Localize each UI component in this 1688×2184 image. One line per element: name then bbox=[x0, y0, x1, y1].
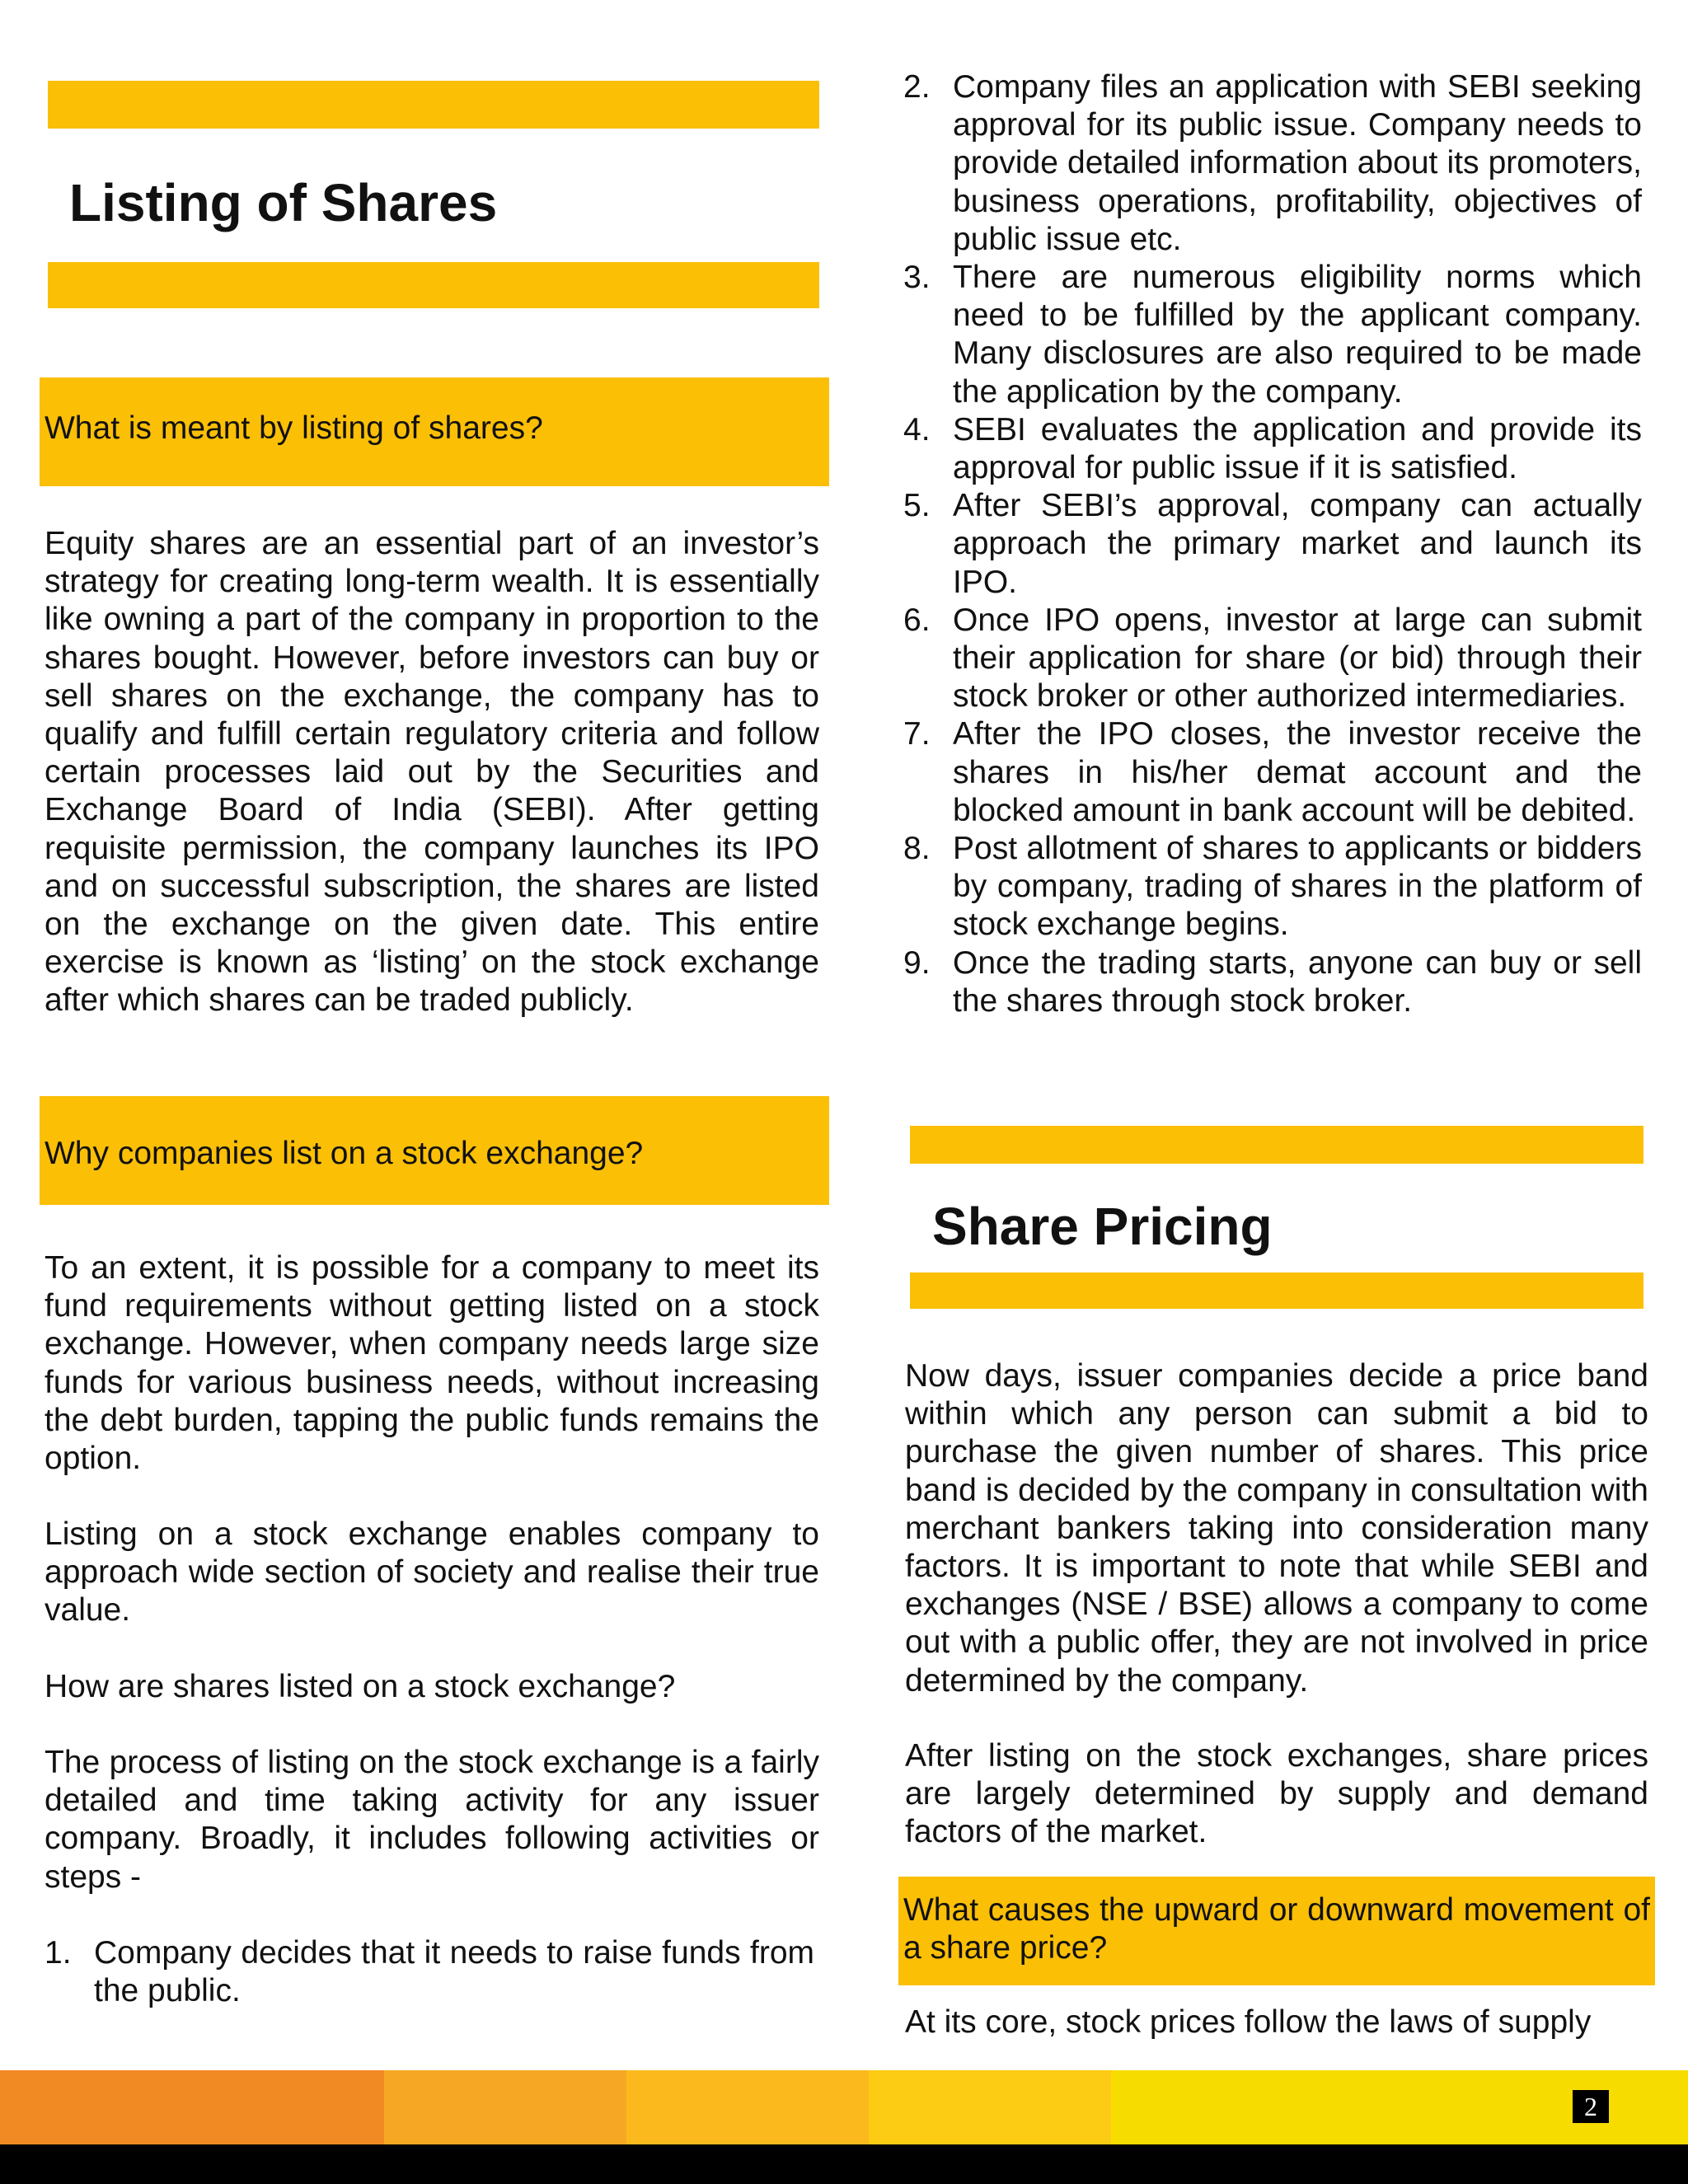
list-item bbox=[903, 68, 1642, 259]
step-number: 4. bbox=[903, 411, 931, 448]
footer-segment bbox=[384, 2070, 626, 2144]
list-item bbox=[903, 411, 1642, 487]
step-number: 1. bbox=[45, 1935, 72, 1971]
listing-steps-left bbox=[45, 1934, 814, 2010]
list-item bbox=[903, 602, 1642, 716]
section-bar-bottom bbox=[910, 1272, 1643, 1309]
page-title: Listing of Shares bbox=[69, 173, 498, 232]
paragraph-price-band: Now days, issuer companies decide a price band within which any person can submit a bid to purchase the given number of shares. This price band is decided by the company in consultation with merchant bankers taking into consideration many factors. It is important to note that while SEBI and exchanges (NSE / BSE) allows a company to come out with a public offer, they are not involved in price determined by the company. bbox=[905, 1358, 1648, 1699]
title-bar-bottom bbox=[48, 262, 819, 308]
step-number: 7. bbox=[903, 716, 931, 752]
footer-segment bbox=[626, 2070, 869, 2144]
paragraph-why-list: To an extent, it is possible for a company to meet its fund requirements without getting listed on a stock exchange. However, when company needs large size funds for various business needs, without increasing the debt burden, tapping the public funds remains the option. bbox=[45, 1250, 819, 1477]
section-title-share-pricing: Share Pricing bbox=[932, 1197, 1273, 1256]
step-text: There are numerous eligibility norms which need to be fulfilled by the applicant company. Many disclosures are also required to be made the application by the company. bbox=[953, 260, 1642, 410]
question-price-movement: What causes the upward or downward movement of a share price? bbox=[898, 1877, 1655, 1985]
listing-steps-right bbox=[903, 68, 1642, 1020]
step-number: 3. bbox=[903, 260, 931, 296]
step-number: 6. bbox=[903, 602, 931, 638]
step-number: 8. bbox=[903, 831, 931, 867]
question-why-list: Why companies list on a stock exchange? bbox=[40, 1096, 829, 1205]
list-item bbox=[903, 830, 1642, 944]
list-item bbox=[903, 259, 1642, 411]
paragraph-process: The process of listing on the stock exchange is a fairly detailed and time taking activity for any issuer company. Broadly, it includes following activities or steps - bbox=[45, 1745, 819, 1895]
step-number: 5. bbox=[903, 488, 931, 524]
paragraph-supply-demand: At its core, stock prices follow the laws of supply bbox=[905, 2004, 1592, 2040]
question-listing-meaning: What is meant by listing of shares? bbox=[40, 377, 829, 486]
list-item bbox=[903, 487, 1642, 602]
paragraph-listing-meaning: Equity shares are an essential part of an investor’s strategy for creating long-term wealth. It is essentially like owning a part of the company in proportion to the shares bought. However, before investors can buy or sell shares on the exchange, the company has to qualify and fulfill certain regulatory criteria and follow certain processes laid out by the Securities and Exchange Board of India (SEBI). After getting requisite permission, the company launches its IPO and on successful subscription, the shares are listed on the exchange on the given date. This entire exercise is known as ‘listing’ on the stock exchange after which shares can be traded publicly. bbox=[45, 526, 819, 1019]
step-text: SEBI evaluates the application and provide its approval for public issue if it is satisfied. bbox=[953, 411, 1642, 486]
list-item bbox=[45, 1934, 814, 2010]
title-bar-top bbox=[48, 81, 819, 129]
step-number: 2. bbox=[903, 69, 931, 105]
list-item bbox=[903, 944, 1642, 1020]
step-text: Once the trading starts, anyone can buy or sell the shares through stock broker. bbox=[953, 944, 1642, 1019]
step-text: Once IPO opens, investor at large can submit their application for share (or bid) through their stock broker or other authorized intermediaries. bbox=[953, 602, 1642, 715]
footer-segment bbox=[0, 2070, 384, 2144]
paragraph-after-listing: After listing on the stock exchanges, share prices are largely determined by supply and demand factors of the market. bbox=[905, 1738, 1648, 1850]
footer-color-band bbox=[0, 2070, 1688, 2144]
step-text: Company files an application with SEBI seeking approval for its public issue. Company needs to provide detailed information about its promoters, business operations, profitability, objectives of public issue etc. bbox=[953, 69, 1642, 257]
list-item bbox=[903, 715, 1642, 830]
footer-black-strip bbox=[0, 2144, 1688, 2184]
step-number: 9. bbox=[903, 944, 931, 981]
step-text: Post allotment of shares to applicants or bidders by company, trading of shares in the platform of stock exchange begins. bbox=[953, 831, 1642, 943]
paragraph-listing-benefit: Listing on a stock exchange enables company to approach wide section of society and realise their true value. bbox=[45, 1516, 819, 1629]
step-text: After the IPO closes, the investor receive the shares in his/her demat account and the blocked amount in bank account will be debited. bbox=[953, 716, 1642, 828]
step-text: Company decides that it needs to raise funds from the public. bbox=[94, 1935, 814, 2009]
section-bar-top bbox=[910, 1126, 1643, 1164]
step-text: After SEBI’s approval, company can actually approach the primary market and launch its IPO. bbox=[953, 488, 1642, 600]
footer-segment bbox=[869, 2070, 1111, 2144]
paragraph-how-listed: How are shares listed on a stock exchange? bbox=[45, 1669, 676, 1704]
page-number: 2 bbox=[1573, 2090, 1609, 2123]
